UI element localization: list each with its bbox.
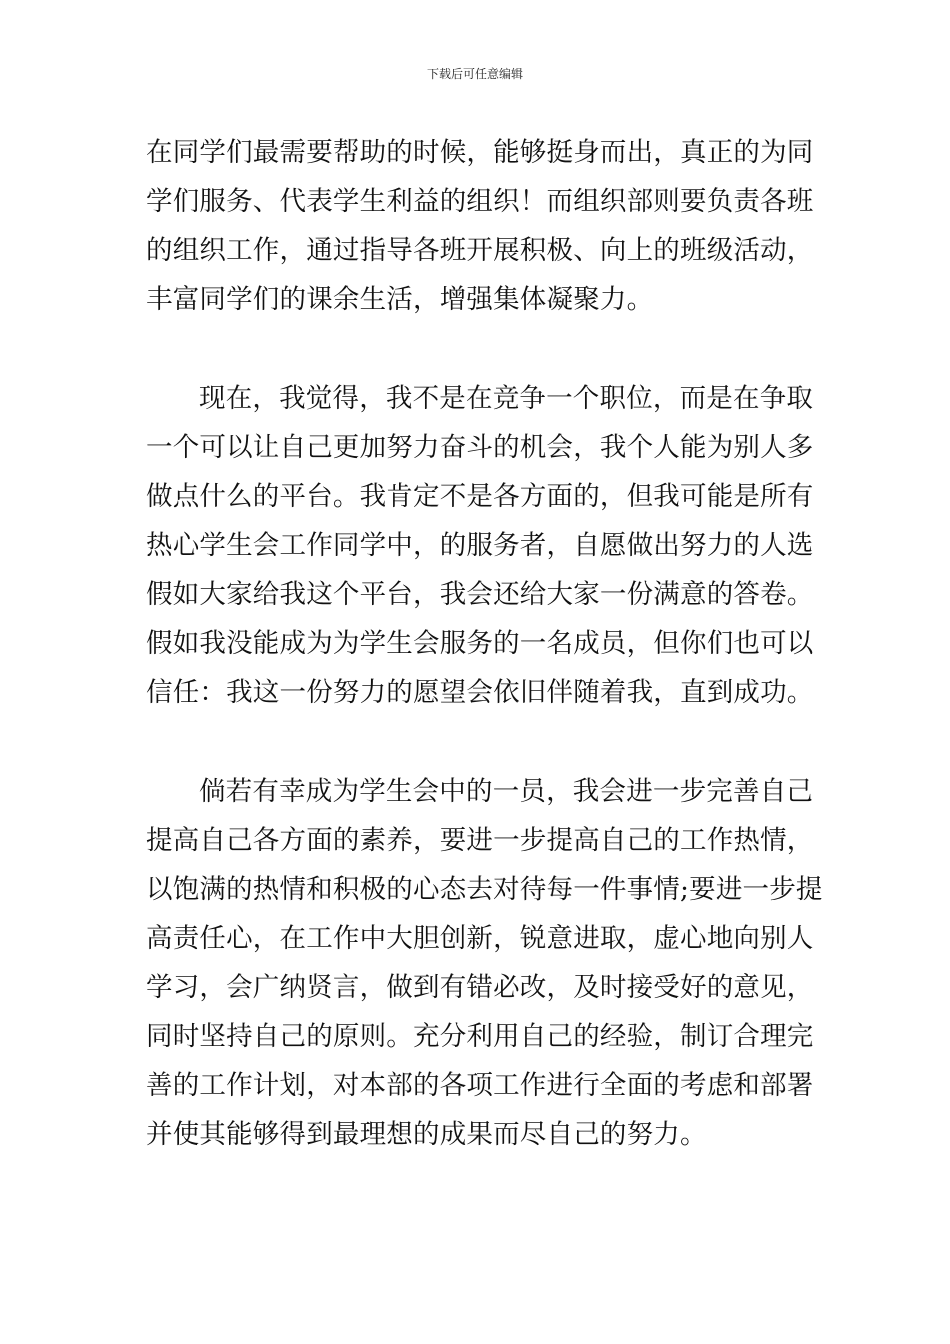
paragraph-line: 高责任心，在工作中大胆创新，锐意进取，虚心地向别人 — [146, 923, 814, 954]
paragraph-3 — [146, 767, 823, 1159]
paragraph-line: 做点什么的平台。我肯定不是各方面的，但我可能是所有 — [146, 481, 814, 512]
paragraph-line: 学们服务、代表学生利益的组织！而组织部则要负责各班 — [146, 186, 814, 217]
paragraph-line: 同时坚持自己的原则。充分利用自己的经验，制订合理完 — [146, 1021, 814, 1052]
paragraph-2 — [146, 374, 814, 717]
paragraph-gap — [146, 324, 810, 374]
paragraph-line: 热心学生会工作同学中，的服务者，自愿做出努力的人选 — [146, 530, 814, 561]
paragraph-line: 现在，我觉得，我不是在竞争一个职位，而是在争取 — [199, 383, 814, 414]
paragraph-line: 假如我没能成为为学生会服务的一名成员，但你们也可以 — [146, 628, 814, 659]
paragraph-line: 提高自己各方面的素养，要进一步提高自己的工作热情， — [146, 825, 814, 856]
document-body — [146, 128, 823, 1159]
paragraph-line: 学习，会广纳贤言，做到有错必改，及时接受好的意见， — [146, 972, 814, 1003]
paragraph-line: 假如大家给我这个平台，我会还给大家一份满意的答卷。 — [146, 579, 814, 610]
paragraph-line: 的组织工作，通过指导各班开展积极、向上的班级活动， — [146, 235, 814, 266]
paragraph-line: 以饱满的热情和积极的心态去对待每一件事情;要进一步提 — [146, 874, 823, 905]
paragraph-line: 在同学们最需要帮助的时候，能够挺身而出，真正的为同 — [146, 137, 814, 168]
paragraph-1 — [146, 128, 814, 324]
paragraph-gap — [146, 717, 810, 767]
paragraph-line: 并使其能够得到最理想的成果而尽自己的努力。 — [146, 1119, 707, 1150]
paragraph-line: 信任：我这一份努力的愿望会依旧伴随着我，直到成功。 — [146, 677, 814, 708]
paragraph-line: 倘若有幸成为学生会中的一员，我会进一步完善自己 — [199, 776, 814, 807]
paragraph-line: 丰富同学们的课余生活，增强集体凝聚力。 — [146, 284, 654, 315]
paragraph-line: 一个可以让自己更加努力奋斗的机会，我个人能为别人多 — [146, 432, 814, 463]
paragraph-line: 善的工作计划，对本部的各项工作进行全面的考虑和部署 — [146, 1070, 814, 1101]
page-header: 下载后可任意编辑 — [426, 67, 523, 81]
